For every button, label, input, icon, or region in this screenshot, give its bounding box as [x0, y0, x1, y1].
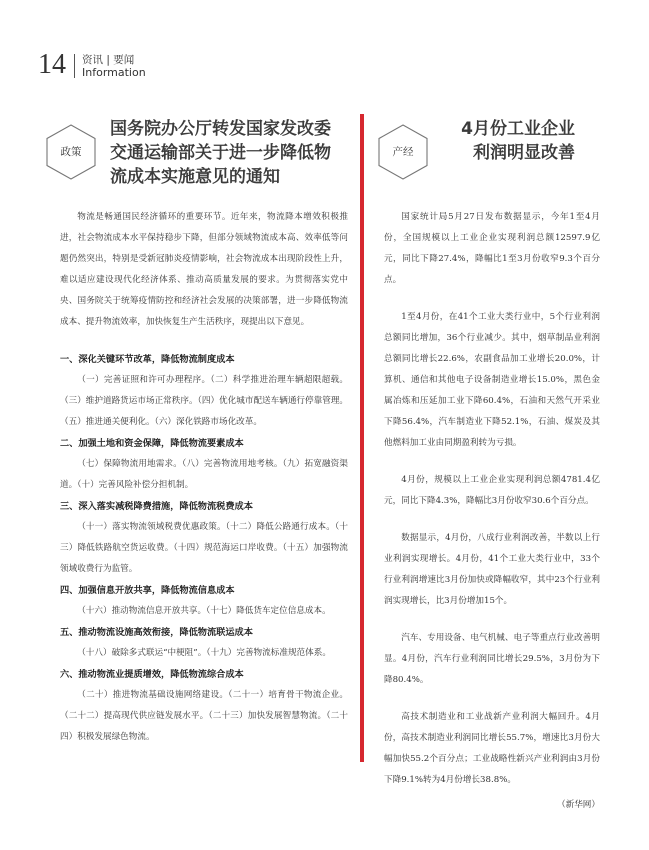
industry-tag-badge: [378, 124, 428, 180]
section-paragraph: （七）保障物流用地需求。（八）完善物流用地考核。（九）拓宽融资渠道。（十）完善风险补偿分担机制。: [60, 459, 349, 490]
title-line: 国务院办公厅转发国家发改委: [110, 119, 331, 139]
section-heading: 四、加强信息开放共享，降低物流信息成本: [60, 585, 235, 596]
title-line: 利润明显改善: [473, 143, 575, 163]
article-paragraph: 1至4月份，在41个工业大类行业中，5个行业利润总额同比增加，36个行业减少。其中，烟草制品业利润总额同比增长22.6%，农副食品加工业增长20.0%，计算机、通信和其他电子设备制造业增长15.0%，黑色金属冶炼和压延加工业下降60.4%，石油和天然气开采业下降56.4%，汽车制造业下降52.1%，石油、煤炭及其他燃料加工业由同期盈利转为亏损。: [384, 312, 600, 448]
industry-tag-label: 产经: [392, 146, 414, 158]
section-label-en: Information: [82, 66, 146, 79]
section-paragraph: （二十）推进物流基础设施网络建设。（二十一）培育骨干物流企业。（二十二）提高现代供应链发展水平。（二十三）加快发展智慧物流。（二十四）积极发展绿色物流。: [60, 690, 349, 742]
section-paragraph: （十一）落实物流领域税费优惠政策。（十二）降低公路通行成本。（十三）降低铁路航空货运收费。（十四）规范海运口岸收费。（十五）加强物流领域收费行为监管。: [60, 522, 349, 574]
policy-tag-badge: [46, 124, 96, 180]
column-divider: [360, 114, 364, 762]
article-paragraph: 国家统计局5月27日发布数据显示，今年1至4月份，全国规模以上工业企业实现利润总额12597.9亿元，同比下降27.4%，降幅比1至3月份收窄9.3个百分点。: [384, 212, 601, 285]
title-line: 4月份工业企业: [461, 119, 575, 139]
section-heading: 三、深入落实减税降费措施，降低物流税费成本: [60, 501, 253, 512]
section-heading: 二、加强土地和资金保障，降低物流要素成本: [60, 438, 244, 449]
left-article-body: [60, 207, 348, 748]
section-paragraph: （十八）破除多式联运“中梗阻”。（十九）完善物流标准规范体系。: [77, 648, 331, 658]
section-paragraph: （一）完善证照和许可办理程序。（二）科学推进治理车辆超限超载。（三）维护道路货运市场正常秩序。（四）优化城市配送车辆通行停靠管理。（五）推进通关便利化。（六）深化铁路市场化改革。: [60, 375, 348, 427]
article-paragraph: 数据显示，4月份，八成行业利润改善，半数以上行业利润实现增长。4月份，41个工业大类行业中，33个行业利润增速比3月份加快或降幅收窄，其中23个行业利润实现增长，比3月份增加15个。: [384, 533, 601, 606]
section-label-cn: 资讯 | 要闻: [82, 54, 135, 66]
title-line: 流成本实施意见的通知: [110, 167, 280, 187]
article-source: （新华网）: [557, 800, 600, 810]
page-number: 14: [38, 49, 66, 80]
left-article-title: [110, 117, 331, 189]
article-paragraph: 高技术制造业和工业战新产业利润大幅回升。4月份，高技术制造业利润同比增长55.7%，增速比3月份大幅加快55.2个百分点；工业战略性新兴产业利润由3月份下降9.1%转为4月份增长38.8%。: [384, 712, 601, 785]
section-heading: 六、推动物流业提质增效，降低物流综合成本: [60, 669, 244, 680]
right-article-title: [461, 117, 575, 165]
section-heading: 五、推动物流设施高效衔接，降低物流联运成本: [60, 627, 253, 638]
policy-tag-label: 政策: [60, 146, 82, 158]
section-paragraph: （十六）推动物流信息开放共享。（十七）降低货车定位信息成本。: [77, 606, 331, 616]
article-paragraph: 4月份，规模以上工业企业实现利润总额4781.4亿元，同比下降4.3%，降幅比3月份收窄30.6个百分点。: [384, 475, 601, 506]
intro-paragraph: 物流是畅通国民经济循环的重要环节。近年来，物流降本增效积极推进，社会物流成本水平保持稳步下降，但部分领域物流成本高、效率低等问题仍然突出，特别是受新冠肺炎疫情影响，社会物流成本出现阶段性上升，难以适应建设现代化经济体系、推动高质量发展的要求。为贯彻落实党中央、国务院关于统筹疫情防控和经济社会发展的决策部署，进一步降低物流成本、提升物流效率，加快恢复生产生活秩序，现提出以下意见。: [60, 212, 348, 327]
right-article-body: [384, 207, 600, 816]
article-paragraph: 汽车、专用设备、电气机械、电子等重点行业改善明显。4月份，汽车行业利润同比增长29.5%，3月份为下降80.4%。: [384, 633, 600, 685]
section-heading: 一、深化关键环节改革，降低物流制度成本: [60, 354, 235, 365]
title-line: 交通运输部关于进一步降低物: [110, 143, 331, 163]
header-divider: [74, 54, 75, 78]
